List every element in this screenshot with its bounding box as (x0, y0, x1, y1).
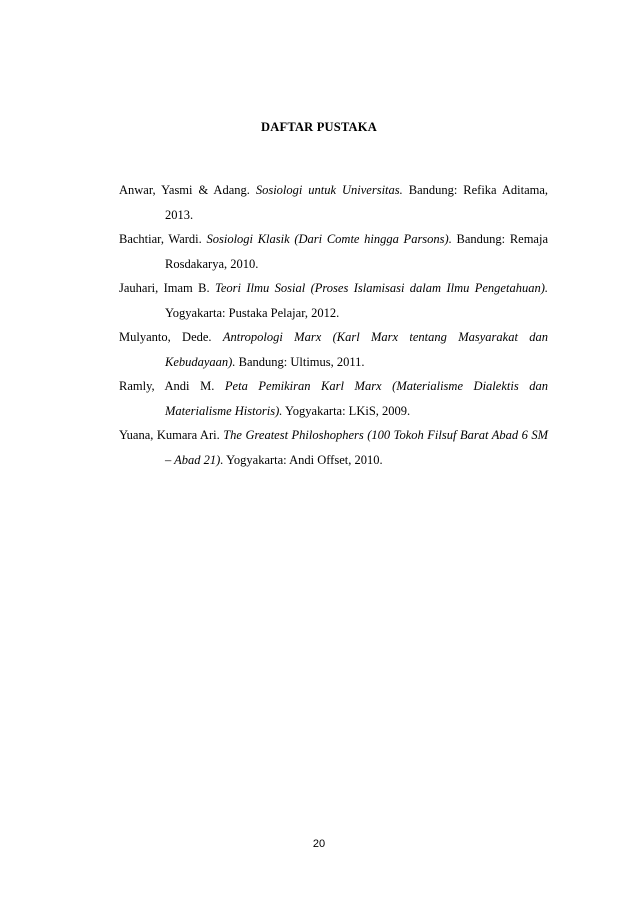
reference-title: Teori Ilmu Sosial (Proses Islamisasi dalam Ilmu Pengetahuan). (215, 281, 548, 295)
bibliography-entry (119, 227, 548, 276)
bibliography-entry (119, 276, 548, 325)
reference-title: Sosiologi Klasik (Dari Comte hingga Parsons). (206, 232, 452, 246)
reference-author: Yuana, Kumara Ari. (119, 428, 220, 442)
reference-publication: Bandung: Refika Aditama, 2013. (165, 183, 549, 222)
reference-publication: Bandung: Remaja Rosdakarya, 2010. (165, 232, 549, 271)
reference-author: Bachtiar, Wardi. (119, 232, 202, 246)
reference-author: Mulyanto, Dede. (119, 330, 212, 344)
reference-author: Anwar, Yasmi & Adang. (119, 183, 250, 197)
reference-publication: Bandung: Ultimus, 2011. (238, 354, 365, 369)
reference-author: Jauhari, Imam B. (119, 281, 210, 295)
reference-title: The Greatest Philoshophers (100 Tokoh Filsuf Barat Abad 6 SM – Abad 21). (165, 428, 548, 467)
page-number: 20 (312, 838, 326, 850)
bibliography-entry (119, 325, 548, 374)
bibliography-list (119, 178, 548, 472)
bibliography-entry (119, 374, 548, 423)
bibliography-entry (119, 423, 548, 472)
reference-publication: Yogyakarta: Andi Offset, 2010. (226, 452, 383, 467)
reference-author: Ramly, Andi M. (119, 379, 215, 393)
page-title: DAFTAR PUSTAKA (261, 120, 377, 134)
bibliography-entry (119, 178, 548, 227)
reference-publication: Yogyakarta: LKiS, 2009. (285, 403, 411, 418)
reference-title: Peta Pemikiran Karl Marx (Materialisme Dialektis dan Materialisme Historis). (165, 379, 549, 418)
reference-title: Antropologi Marx (Karl Marx tentang Masyarakat dan Kebudayaan). (165, 330, 548, 369)
reference-publication: Yogyakarta: Pustaka Pelajar, 2012. (165, 305, 340, 320)
reference-title: Sosiologi untuk Universitas. (255, 183, 403, 197)
